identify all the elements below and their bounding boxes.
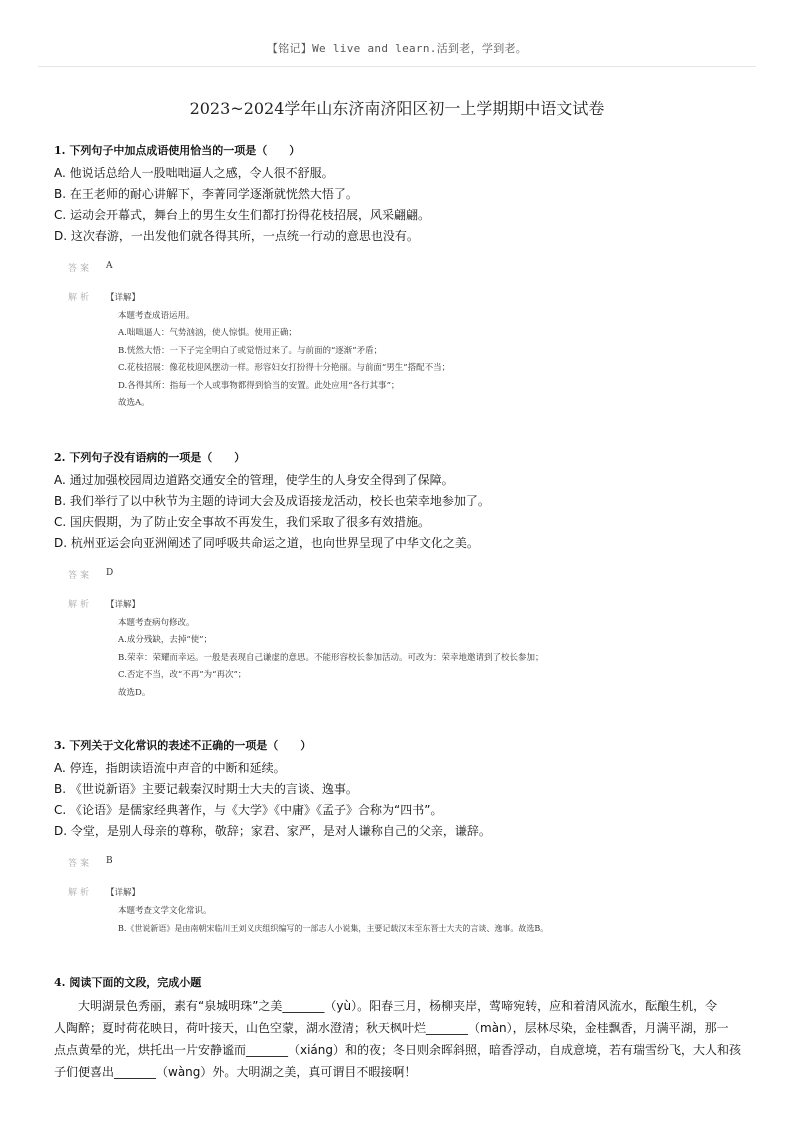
passage-line: 大明湖景色秀丽，素有“泉城明珠”之美_______（yù）。阳春三月，杨柳夹岸，莺啼宛转，应和着清风流水，酝酿生机，令 [54, 999, 718, 1013]
answer-label: 答案 [68, 859, 93, 869]
option-a: A. 通过加强校园周边道路交通安全的管理，使学生的人身安全得到了保障。 [54, 473, 454, 487]
answer-block [68, 568, 754, 702]
analysis-line: 【详解】 [106, 293, 141, 303]
header-divider [38, 66, 756, 67]
analysis-line: B.荣幸：荣耀而幸运。一般是表现自己谦虚的意思。不能形容校长参加活动。可改为：荣幸地邀请到了校长参加； [118, 652, 544, 663]
answer-block [68, 261, 754, 413]
analysis-line: A.咄咄逼人：气势汹汹，使人惊惧。使用正确； [118, 328, 297, 338]
analysis-line: 【详解】 [106, 600, 141, 610]
analysis-label: 解析 [68, 293, 93, 303]
option-c: C. 国庆假期，为了防止安全事故不再发生，我们采取了很多有效措施。 [54, 515, 431, 529]
question-stem: 1. 下列句子中加点成语使用恰当的一项是（ ） [54, 144, 301, 157]
analysis-body [106, 885, 548, 938]
option-d: D. 这次春游，一出发他们就各得其所，一点统一行动的意思也没有。 [54, 229, 419, 243]
analysis-line: 本题考查文学文化常识。 [118, 905, 212, 916]
analysis-line: D.各得其所：指每一个人或事物都得到恰当的安置。此处应用“各行其事”； [118, 380, 400, 391]
option-a: A. 停连，指朗读语流中声音的中断和延续。 [54, 761, 286, 775]
answer-label: 答案 [68, 264, 93, 274]
analysis-line: C.否定不当，改“不再”为“再次”； [118, 670, 247, 680]
analysis-line: 故选D。 [118, 687, 151, 698]
option-d: D. 令堂，是别人母亲的尊称，敬辞；家君、家严，是对人谦称自己的父亲，谦辞。 [54, 824, 491, 838]
question-3 [54, 738, 754, 938]
analysis-line: B.恍然大悟：一下子完全明白了或觉悟过来了。与前面的“逐渐”矛盾； [118, 345, 383, 356]
question-4 [54, 975, 754, 1083]
analysis-line: 故选A。 [118, 398, 150, 408]
option-b: B. 《世说新语》主要记载秦汉时期士大夫的言谈、逸事。 [54, 782, 358, 796]
answer-block [68, 856, 754, 938]
answer-value: A [106, 261, 113, 271]
analysis-line: B.《世说新语》是由南朝宋临川王刘义庆组织编写的一部志人小说集，主要记载汉末至东晋士大夫的言谈、逸事。故选B。 [118, 924, 549, 933]
analysis-line: A.成分残缺，去掉“使”； [118, 635, 213, 645]
option-d: D. 杭州亚运会向亚洲阐述了同呼吸共命运之道，也向世界呈现了中华文化之美。 [54, 536, 479, 550]
question-2 [54, 450, 754, 702]
option-b: B. 我们举行了以中秋节为主题的诗词大会及成语接龙活动，校长也荣幸地参加了。 [54, 494, 490, 508]
analysis-label: 解析 [68, 888, 93, 898]
analysis-line: 本题考查成语运用。 [118, 310, 195, 321]
analysis-line: 本题考查病句修改。 [118, 617, 195, 628]
question-stem: 4. 阅读下面的文段，完成小题 [54, 976, 202, 989]
question-stem: 2. 下列句子没有语病的一项是（ ） [54, 451, 246, 464]
passage-line: 点点黄晕的光，烘托出一片安静谧而_______（xiáng）和的夜；冬日则余晖斜照，暗香浮动，自成意境，若有瑞雪纷飞，大人和孩 [54, 1043, 742, 1057]
option-b: B. 在王老师的耐心讲解下，李菁同学逐渐就恍然大悟了。 [54, 187, 358, 201]
reading-passage [54, 995, 744, 1083]
analysis-body [106, 597, 543, 702]
question-stem: 3. 下列关于文化常识的表述不正确的一项是（ ） [54, 739, 312, 752]
question-1 [54, 143, 754, 413]
passage-line: 人陶醉；夏时荷花映日，荷叶接天，山色空蒙，湖水澄清；秋天枫叶烂_______（màn），层林尽染，金桂飘香，月满平湖，那一 [54, 1021, 729, 1035]
analysis-line: 【详解】 [106, 888, 141, 898]
page-title: 2023~2024学年山东济南济阳区初一上学期期中语文试卷 [189, 99, 605, 118]
option-a: A. 他说话总给人一股咄咄逼人之感，令人很不舒服。 [54, 166, 334, 180]
answer-label: 答案 [68, 571, 93, 581]
analysis-label: 解析 [68, 600, 93, 610]
analysis-line: C.花枝招展：像花枝迎风摆动一样。形容妇女打扮得十分艳丽。与前面“男生”搭配不当； [118, 363, 451, 373]
answer-value: B [106, 856, 113, 866]
answer-value: D [106, 568, 114, 578]
header-motto: 【铭记】We live and learn.活到老，学到老。 [266, 42, 528, 55]
option-c: C. 运动会开幕式，舞台上的男生女生们都打扮得花枝招展，风采翩翩。 [54, 208, 431, 222]
analysis-body [106, 290, 450, 413]
passage-line: 子们便喜出_______（wàng）外。大明湖之美，真可谓目不暇接啊！ [54, 1065, 417, 1079]
option-c: C. 《论语》是儒家经典著作，与《大学》《中庸》《孟子》合称为“四书”。 [54, 803, 443, 817]
